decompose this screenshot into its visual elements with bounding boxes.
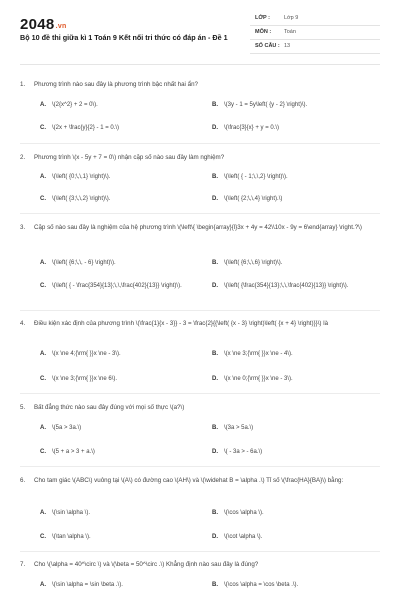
option-text: \(\left( { - 1;\,\,2} \right)\).	[224, 174, 288, 180]
option-text: \(\left( {3;\,\,2} \right)\).	[52, 196, 111, 202]
question-stem	[20, 319, 380, 329]
option-text: \( - 3a > - 6a.\)	[224, 449, 263, 455]
question-3	[20, 223, 380, 233]
option-label: D.	[212, 376, 218, 382]
option-label: A.	[40, 174, 46, 180]
meta-value: Toán	[284, 29, 296, 35]
meta-row-count	[250, 40, 380, 54]
question-stem	[20, 223, 380, 233]
meta-label: LỚP :	[255, 15, 270, 21]
meta-value: Lớp 9	[284, 15, 299, 21]
question-stem	[20, 80, 380, 90]
option-text: \(\left( {\frac{354}{13};\,\,\frac{402}{13}} \right)\).	[224, 283, 349, 289]
answer-option-a[interactable]	[40, 173, 200, 181]
meta-label: SỐ CÂU :	[255, 43, 280, 49]
option-text: \(3y - 1 = 5y\left( {y - 2} \right)\).	[224, 102, 308, 108]
option-text: \(\cot \alpha \).	[224, 534, 263, 540]
answer-option-d[interactable]	[212, 195, 380, 203]
option-label: C.	[40, 125, 46, 131]
answer-option-a[interactable]	[40, 509, 200, 517]
meta-value: 13	[284, 43, 291, 49]
option-label: C.	[40, 283, 46, 289]
answer-option-b[interactable]	[212, 424, 380, 432]
answer-option-b[interactable]	[212, 350, 380, 358]
option-label: A.	[40, 425, 46, 431]
option-label: B.	[212, 174, 218, 180]
option-text: \(\cos \alpha \).	[224, 510, 264, 516]
option-text: \(\sin \alpha = \sin \beta .\).	[52, 582, 123, 588]
meta-row-subject	[250, 26, 380, 40]
meta-label: MÔN :	[255, 29, 272, 35]
option-text: \(x \ne 0;{\rm{ }}x \ne - 3\).	[224, 376, 293, 382]
question-4	[20, 319, 380, 329]
question-text: Điều kiện xác định của phương trình \(\frac{1}{x - 3}} - 3 = \frac{2}{{\left( {x - 3} \right)\left( {x + 4} \right)}}\) là	[34, 320, 329, 327]
option-label: A.	[40, 510, 46, 516]
question-number: 6.	[20, 477, 26, 484]
document-title: Bộ 10 đề thi giữa kì 1 Toán 9 Kết nối tri thức có đáp án - Đề 1	[20, 33, 228, 42]
answer-option-c[interactable]	[40, 282, 200, 290]
option-label: B.	[212, 260, 218, 266]
answer-option-d[interactable]	[212, 282, 380, 290]
option-label: B.	[212, 102, 218, 108]
answer-option-c[interactable]	[40, 124, 200, 132]
question-6	[20, 476, 380, 486]
question-number: 7.	[20, 561, 26, 568]
option-label: B.	[212, 582, 218, 588]
question-text: Phương trình \(x - 5y + 7 = 0\) nhận cặp số nào sau đây làm nghiệm?	[34, 154, 225, 161]
site-logo[interactable]	[20, 16, 67, 33]
option-text: \(x \ne 3;{\rm{ }}x \ne 6\).	[52, 376, 118, 382]
option-text: \(\cos \alpha = \cos \beta .\).	[224, 582, 299, 588]
header-divider	[20, 64, 380, 65]
option-label: D.	[212, 125, 218, 131]
option-text: \(5 + a > 3 + a.\)	[52, 449, 95, 455]
option-label: D.	[212, 449, 218, 455]
option-label: C.	[40, 376, 46, 382]
option-text: \(\tan \alpha \).	[52, 534, 91, 540]
question-divider	[20, 213, 380, 214]
question-text: Cho \(\alpha = 40^\circ \) và \(\beta = 50^\circ .\) Khẳng định nào sau đây là đúng?	[34, 561, 259, 568]
question-divider	[20, 310, 380, 311]
option-text: \(3a > 5a.\)	[224, 425, 254, 431]
question-divider	[20, 393, 380, 394]
option-text: \(\sin \alpha \).	[52, 510, 91, 516]
logo-suffix-text: .vn	[55, 23, 67, 30]
option-text: \(5a > 3a.\)	[52, 425, 82, 431]
option-label: C.	[40, 449, 46, 455]
question-number: 5.	[20, 404, 26, 411]
question-stem	[20, 560, 380, 570]
question-stem	[20, 153, 380, 163]
question-2	[20, 153, 380, 163]
option-label: D.	[212, 196, 218, 202]
answer-option-a[interactable]	[40, 259, 200, 267]
option-text: \(\left( {2;\,\,4} \right).\)	[224, 196, 283, 202]
question-number: 4.	[20, 320, 26, 327]
question-text: Cặp số nào sau đây là nghiệm của hệ phương trình \(\left\{ \begin{array}{l}3x + 4y = 42\\10x - 9y = 6\end{array} \right.?\)	[34, 224, 362, 231]
logo-main-text: 2048	[20, 16, 55, 33]
option-label: D.	[212, 283, 218, 289]
option-label: B.	[212, 351, 218, 357]
option-text: \(x \ne 3;{\rm{ }}x \ne - 4\).	[224, 351, 293, 357]
option-text: \(2{x^2} + 2 = 0\).	[52, 102, 98, 108]
option-label: B.	[212, 425, 218, 431]
option-label: B.	[212, 510, 218, 516]
answer-option-c[interactable]	[40, 533, 200, 541]
option-label: A.	[40, 260, 46, 266]
question-text: Phương trình nào sau đây là phương trình bậc nhất hai ẩn?	[34, 81, 198, 88]
question-number: 3.	[20, 224, 26, 231]
option-text: \(\left( { - \frac{354}{13};\,\,\frac{402}{13}} \right)\).	[52, 283, 182, 289]
question-number: 2.	[20, 154, 26, 161]
answer-option-a[interactable]	[40, 350, 200, 358]
page-header	[0, 0, 400, 60]
answer-option-a[interactable]	[40, 424, 200, 432]
answer-option-b[interactable]	[212, 509, 380, 517]
answer-option-a[interactable]	[40, 101, 200, 109]
question-stem	[20, 476, 380, 486]
option-label: A.	[40, 582, 46, 588]
option-text: \(\left( {0;\,\,1} \right)\).	[52, 174, 111, 180]
meta-row-class	[250, 12, 380, 26]
option-text: \(\left( {6;\,\,6} \right)\).	[224, 260, 283, 266]
question-divider	[20, 466, 380, 467]
answer-option-b[interactable]	[212, 581, 380, 589]
answer-option-c[interactable]	[40, 448, 200, 456]
answer-option-b[interactable]	[212, 259, 380, 267]
option-label: A.	[40, 351, 46, 357]
option-label: C.	[40, 534, 46, 540]
answer-option-d[interactable]	[212, 448, 380, 456]
question-divider	[20, 551, 380, 552]
option-label: A.	[40, 102, 46, 108]
option-label: C.	[40, 196, 46, 202]
answer-option-c[interactable]	[40, 195, 200, 203]
question-text: Bất đẳng thức nào sau đây đúng với mọi số thực \(a?\)	[34, 404, 185, 411]
question-1	[20, 80, 380, 90]
answer-option-d[interactable]	[212, 124, 380, 132]
answer-option-c[interactable]	[40, 375, 200, 383]
option-text: \(2x + \frac{y}{2} - 1 = 0.\)	[52, 125, 120, 131]
answer-option-b[interactable]	[212, 173, 380, 181]
question-5	[20, 403, 380, 413]
option-text: \(x \ne 4;{\rm{ }}x \ne - 3\).	[52, 351, 121, 357]
answer-option-a[interactable]	[40, 581, 200, 589]
answer-option-b[interactable]	[212, 101, 380, 109]
question-text: Cho tam giác \(ABC\) vuông tại \(A\) có đường cao \(AH\) và \(\widehat B = \alpha .\) Tỉ số \(\frac{HA}{BA}\) bằng:	[34, 477, 344, 484]
exam-meta-table	[250, 12, 380, 54]
question-number: 1.	[20, 81, 26, 88]
answer-option-d[interactable]	[212, 533, 380, 541]
question-stem	[20, 403, 380, 413]
question-divider	[20, 143, 380, 144]
answer-option-d[interactable]	[212, 375, 380, 383]
option-label: D.	[212, 534, 218, 540]
option-text: \(\left( {6;\,\, - 6} \right)\).	[52, 260, 116, 266]
question-7	[20, 560, 380, 570]
option-text: \(\frac{3}{x} + y = 0.\)	[224, 125, 280, 131]
